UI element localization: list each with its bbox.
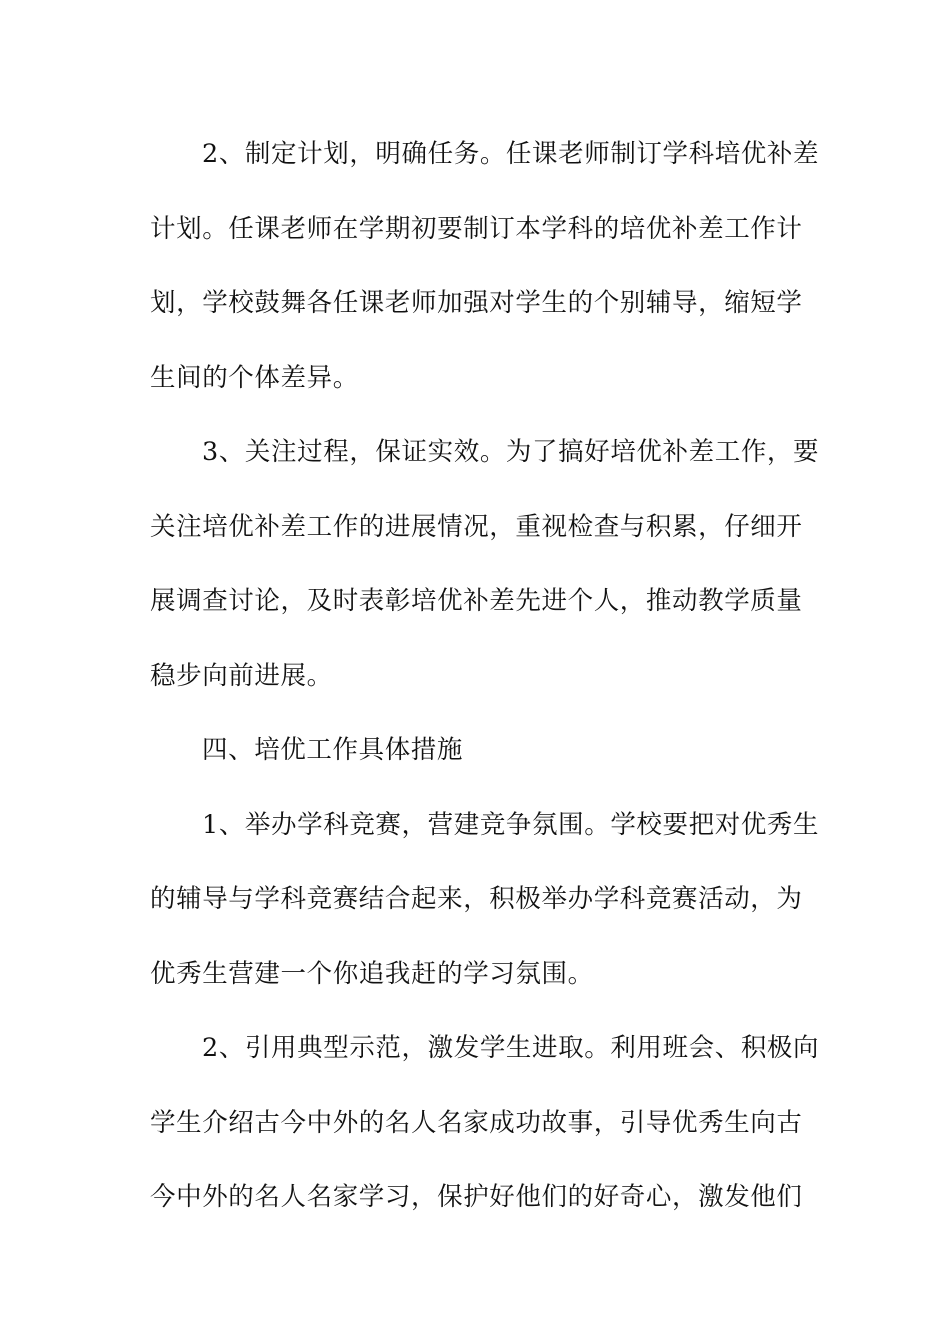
text-line: 稳步向前进展。 [150,661,333,691]
text-line: 划，学校鼓舞各任课老师加强对学生的个别辅导，缩短学 [150,288,803,318]
text-line: 2、制定计划，明确任务。任课老师制订学科培优补差 [202,139,820,169]
text-line: 优秀生营建一个你追我赶的学习氛围。 [150,959,594,989]
text-line: 展调查讨论，及时表彰培优补差先进个人，推动教学质量 [150,586,803,616]
text-line: 的辅导与学科竞赛结合起来，积极举办学科竞赛活动，为 [150,884,803,914]
text-line: 学生介绍古今中外的名人名家成功故事，引导优秀生向古 [150,1108,803,1138]
text-line: 生间的个体差异。 [150,363,359,393]
text-line: 计划。任课老师在学期初要制订本学科的培优补差工作计 [150,214,803,244]
section-heading: 四、培优工作具体措施 [202,735,464,765]
text-line: 2、引用典型示范，激发学生进取。利用班会、积极向 [202,1033,820,1063]
text-line: 关注培优补差工作的进展情况，重视检查与积累，仔细开 [150,512,803,542]
text-line: 今中外的名人名家学习，保护好他们的好奇心，激发他们 [150,1182,803,1212]
text-line: 1、举办学科竞赛，营建竞争氛围。学校要把对优秀生 [202,810,820,840]
text-line: 3、关注过程，保证实效。为了搞好培优补差工作，要 [202,437,820,467]
